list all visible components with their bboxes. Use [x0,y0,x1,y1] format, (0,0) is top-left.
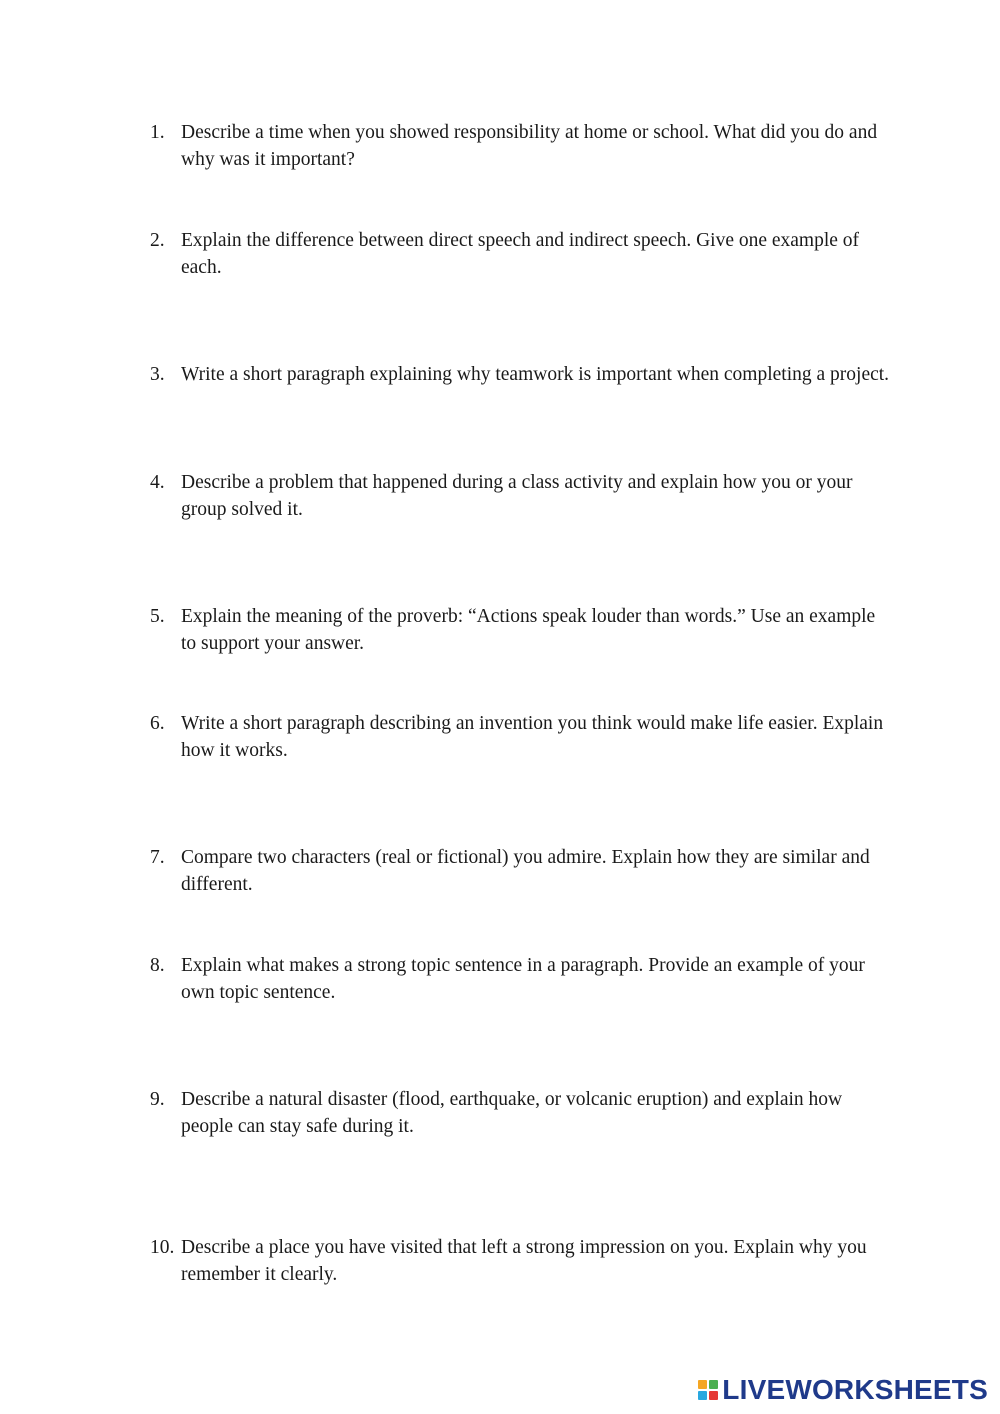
logo-tile [709,1391,718,1400]
question-5 [150,603,890,657]
question-text: Describe a time when you showed responsibility at home or school. What did you do and why was it important? [181,122,878,170]
question-10 [150,1234,890,1288]
liveworksheets-logo-icon [698,1380,718,1400]
question-text: Explain what makes a strong topic sentence in a paragraph. Provide an example of your own topic sentence. [181,955,865,1003]
question-number: 4. [150,472,165,493]
question-3 [150,361,890,388]
question-2 [150,227,890,281]
question-8 [150,952,890,1006]
question-number: 7. [150,847,165,868]
question-7 [150,844,890,898]
question-text: Write a short paragraph explaining why teamwork is important when completing a project. [181,364,890,385]
question-number: 6. [150,713,165,734]
question-number: 10. [150,1237,175,1258]
question-number: 5. [150,606,165,627]
question-text: Describe a natural disaster (flood, earthquake, or volcanic eruption) and explain how people can stay safe during it. [181,1089,843,1137]
question-6 [150,710,890,764]
logo-tile [698,1380,707,1389]
logo-tile [709,1380,718,1389]
question-number: 1. [150,122,165,143]
question-number: 3. [150,364,165,385]
question-number: 9. [150,1089,165,1110]
question-text: Explain the difference between direct speech and indirect speech. Give one example of each. [181,230,860,278]
question-1 [150,119,890,173]
logo-tile [698,1391,707,1400]
question-number: 2. [150,230,165,251]
question-9 [150,1086,890,1140]
question-text: Describe a problem that happened during a class activity and explain how you or your group solved it. [181,472,853,520]
question-number: 8. [150,955,165,976]
question-4 [150,469,890,523]
question-text: Explain the meaning of the proverb: “Actions speak louder than words.” Use an example to support your answer. [181,606,876,654]
question-text: Compare two characters (real or fictional) you admire. Explain how they are similar and different. [181,847,870,895]
liveworksheets-logo [698,1374,988,1406]
logo-text: LIVEWORKSHEETS [722,1374,988,1405]
question-text: Write a short paragraph describing an invention you think would make life easier. Explain how it works. [181,713,884,761]
question-text: Describe a place you have visited that left a strong impression on you. Explain why you remember it clearly. [181,1237,867,1285]
